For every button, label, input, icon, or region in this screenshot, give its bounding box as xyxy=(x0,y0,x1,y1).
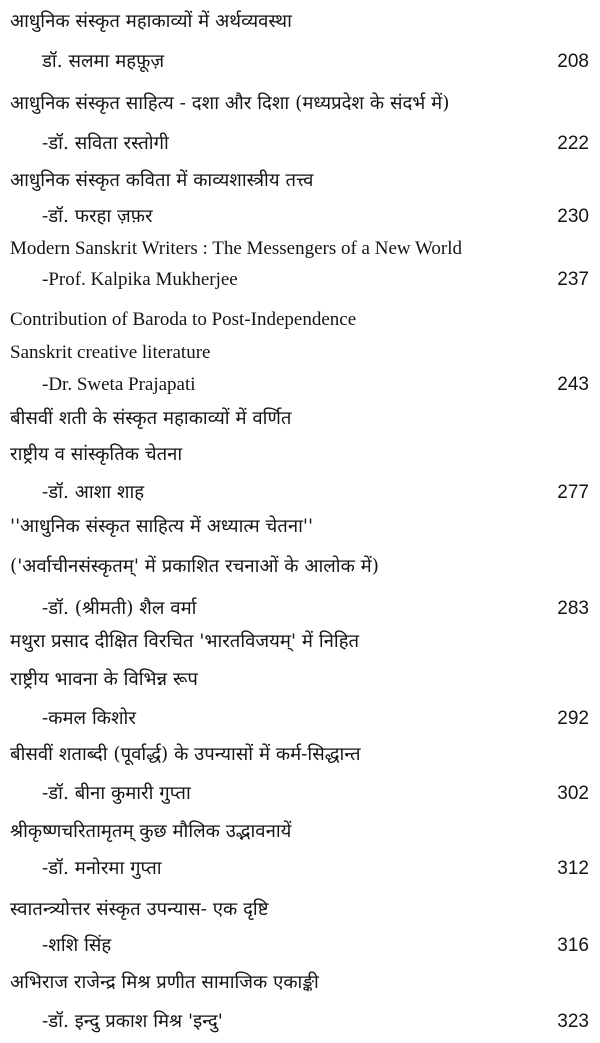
entry-page-number: 277 xyxy=(557,482,589,503)
entry-title: ''आधुनिक संस्कृत साहित्य में अध्यात्म चेतना'' xyxy=(10,516,314,537)
entry-page-number: 283 xyxy=(557,598,589,619)
entry-author: -डॉ. सविता रस्तोगी xyxy=(42,133,169,154)
entry-page-number: 230 xyxy=(557,206,589,227)
entry-page-number: 302 xyxy=(557,783,589,804)
entry-page-number: 237 xyxy=(557,269,589,290)
entry-author: -शशि सिंह xyxy=(42,935,112,956)
entry-page-number: 208 xyxy=(557,51,589,72)
entry-title: Contribution of Baroda to Post-Independence xyxy=(10,309,357,330)
entry-title: Modern Sanskrit Writers : The Messengers of a New World xyxy=(10,238,463,259)
entry-title: आधुनिक संस्कृत महाकाव्यों में अर्थव्यवस्था xyxy=(10,11,292,32)
entry-page-number: 312 xyxy=(557,858,589,879)
entry-author-row xyxy=(0,50,600,74)
entry-title: स्वातन्त्र्योत्तर संस्कृत उपन्यास- एक दृष्टि xyxy=(10,899,269,920)
entry-title: आधुनिक संस्कृत कविता में काव्यशास्त्रीय तत्त्व xyxy=(10,170,314,191)
entry-title: आधुनिक संस्कृत साहित्य - दशा और दिशा (मध्यप्रदेश के संदर्भ में) xyxy=(10,93,450,114)
entry-author-row xyxy=(0,857,600,881)
entry-author-row xyxy=(0,1010,600,1034)
entry-author-row xyxy=(0,373,600,397)
entry-author-row xyxy=(0,782,600,806)
entry-title: अभिराज राजेन्द्र मिश्र प्रणीत सामाजिक एकाङ्की xyxy=(10,972,319,993)
entry-author-row xyxy=(0,205,600,229)
entry-author-row xyxy=(0,268,600,292)
entry-title: बीसवीं शती के संस्कृत महाकाव्यों में वर्णित xyxy=(10,408,292,429)
entry-title: श्रीकृष्णचरितामृतम् कुछ मौलिक उद्भावनायें xyxy=(10,821,292,842)
entry-author: -Prof. Kalpika Mukherjee xyxy=(42,269,238,290)
entry-title: राष्ट्रीय भावना के विभिन्न रूप xyxy=(10,669,198,690)
entry-title: बीसवीं शताब्दी (पूर्वार्द्ध) के उपन्यासों में कर्म-सिद्धान्त xyxy=(10,744,361,765)
entry-title: मथुरा प्रसाद दीक्षित विरचित 'भारतविजयम्' में निहित xyxy=(10,631,360,652)
entry-author: -डॉ. (श्रीमती) शैल वर्मा xyxy=(42,598,197,619)
entry-page-number: 316 xyxy=(557,935,589,956)
entry-author-row xyxy=(0,707,600,731)
entry-author-row xyxy=(0,934,600,958)
entry-author-row xyxy=(0,597,600,621)
entry-author: -डॉ. फरहा ज़फ़र xyxy=(42,206,153,227)
entry-author: -Dr. Sweta Prajapati xyxy=(42,374,196,395)
entry-title: राष्ट्रीय व सांस्कृतिक चेतना xyxy=(10,444,183,465)
entry-title: Sanskrit creative literature xyxy=(10,342,211,363)
entry-page-number: 222 xyxy=(557,133,589,154)
entry-page-number: 243 xyxy=(557,374,589,395)
entry-page-number: 292 xyxy=(557,708,589,729)
entry-page-number: 323 xyxy=(557,1011,589,1032)
entry-author: -डॉ. इन्दु प्रकाश मिश्र 'इन्दु' xyxy=(42,1011,223,1032)
entry-author: -डॉ. मनोरमा गुप्ता xyxy=(42,858,162,879)
entry-title: ('अर्वाचीनसंस्कृतम्' में प्रकाशित रचनाओं के आलोक में) xyxy=(10,556,379,577)
entry-author-row xyxy=(0,481,600,505)
entry-author: -कमल किशोर xyxy=(42,708,136,729)
entry-author: -डॉ. बीना कुमारी गुप्ता xyxy=(42,783,191,804)
entry-author: -डॉ. आशा शाह xyxy=(42,482,145,503)
entry-author-row xyxy=(0,132,600,156)
entry-author: डॉ. सलमा महफ़ूज़ xyxy=(42,51,165,72)
